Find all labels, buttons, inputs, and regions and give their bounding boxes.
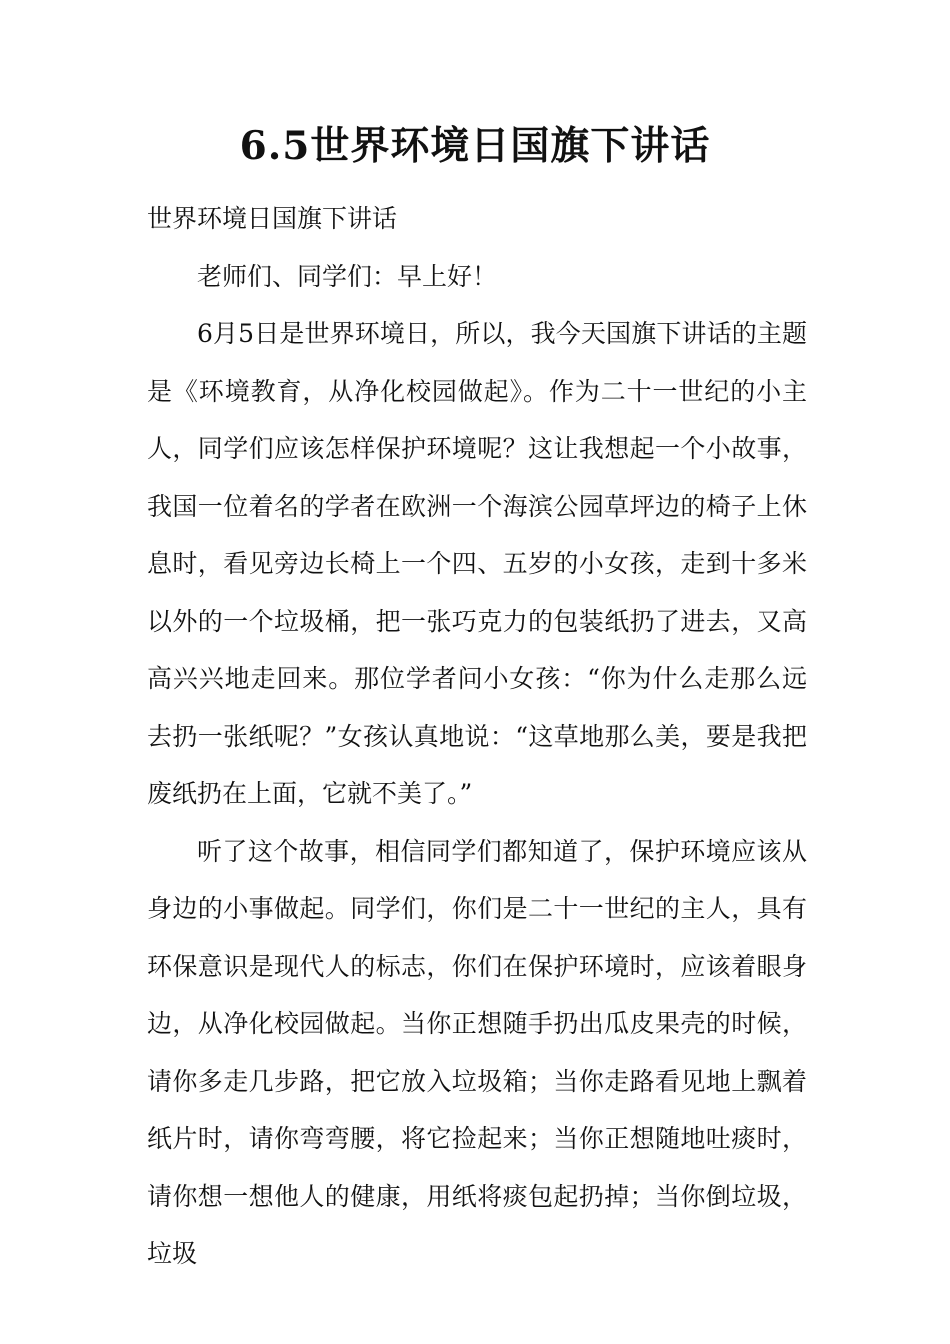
subtitle-paragraph: 世界环境日国旗下讲话: [147, 204, 398, 233]
document-title: 6.5世界环境日国旗下讲话: [239, 123, 711, 169]
story-paragraph: 6月5日是世界环境日，所以，我今天国旗下讲话的主题是《环境教育，从净化校园做起》。作为二十一世纪的小主人，同学们应该怎样保护环境呢？这让我想起一个小故事，我国一位着名的学者在欧洲一个海滨公园草坪边的椅子上休息时，看见旁边长椅上一个四、五岁的小女孩，走到十多米以外的一个垃圾桶，把一张巧克力的包装纸扔了进去，又高高兴兴地走回来。那位学者问小女孩：“你为什么走那么远去扔一张纸呢？”女孩认真地说：“这草地那么美，要是我把废纸扔在上面，它就不美了。”: [147, 319, 807, 808]
appeal-paragraph: 听了这个故事，相信同学们都知道了，保护环境应该从身边的小事做起。同学们，你们是二十一世纪的主人，具有环保意识是现代人的标志，你们在保护环境时，应该着眼身边，从净化校园做起。当你正想随手扔出瓜皮果壳的时候，请你多走几步路，把它放入垃圾箱；当你走路看见地上飘着纸片时，请你弯弯腰，将它捡起来；当你正想随地吐痰时，请你想一想他人的健康，用纸将痰包起扔掉；当你倒垃圾，垃圾: [147, 836, 807, 1268]
greeting-paragraph: 老师们、同学们：早上好！: [197, 261, 498, 291]
document-body: [147, 190, 807, 1283]
